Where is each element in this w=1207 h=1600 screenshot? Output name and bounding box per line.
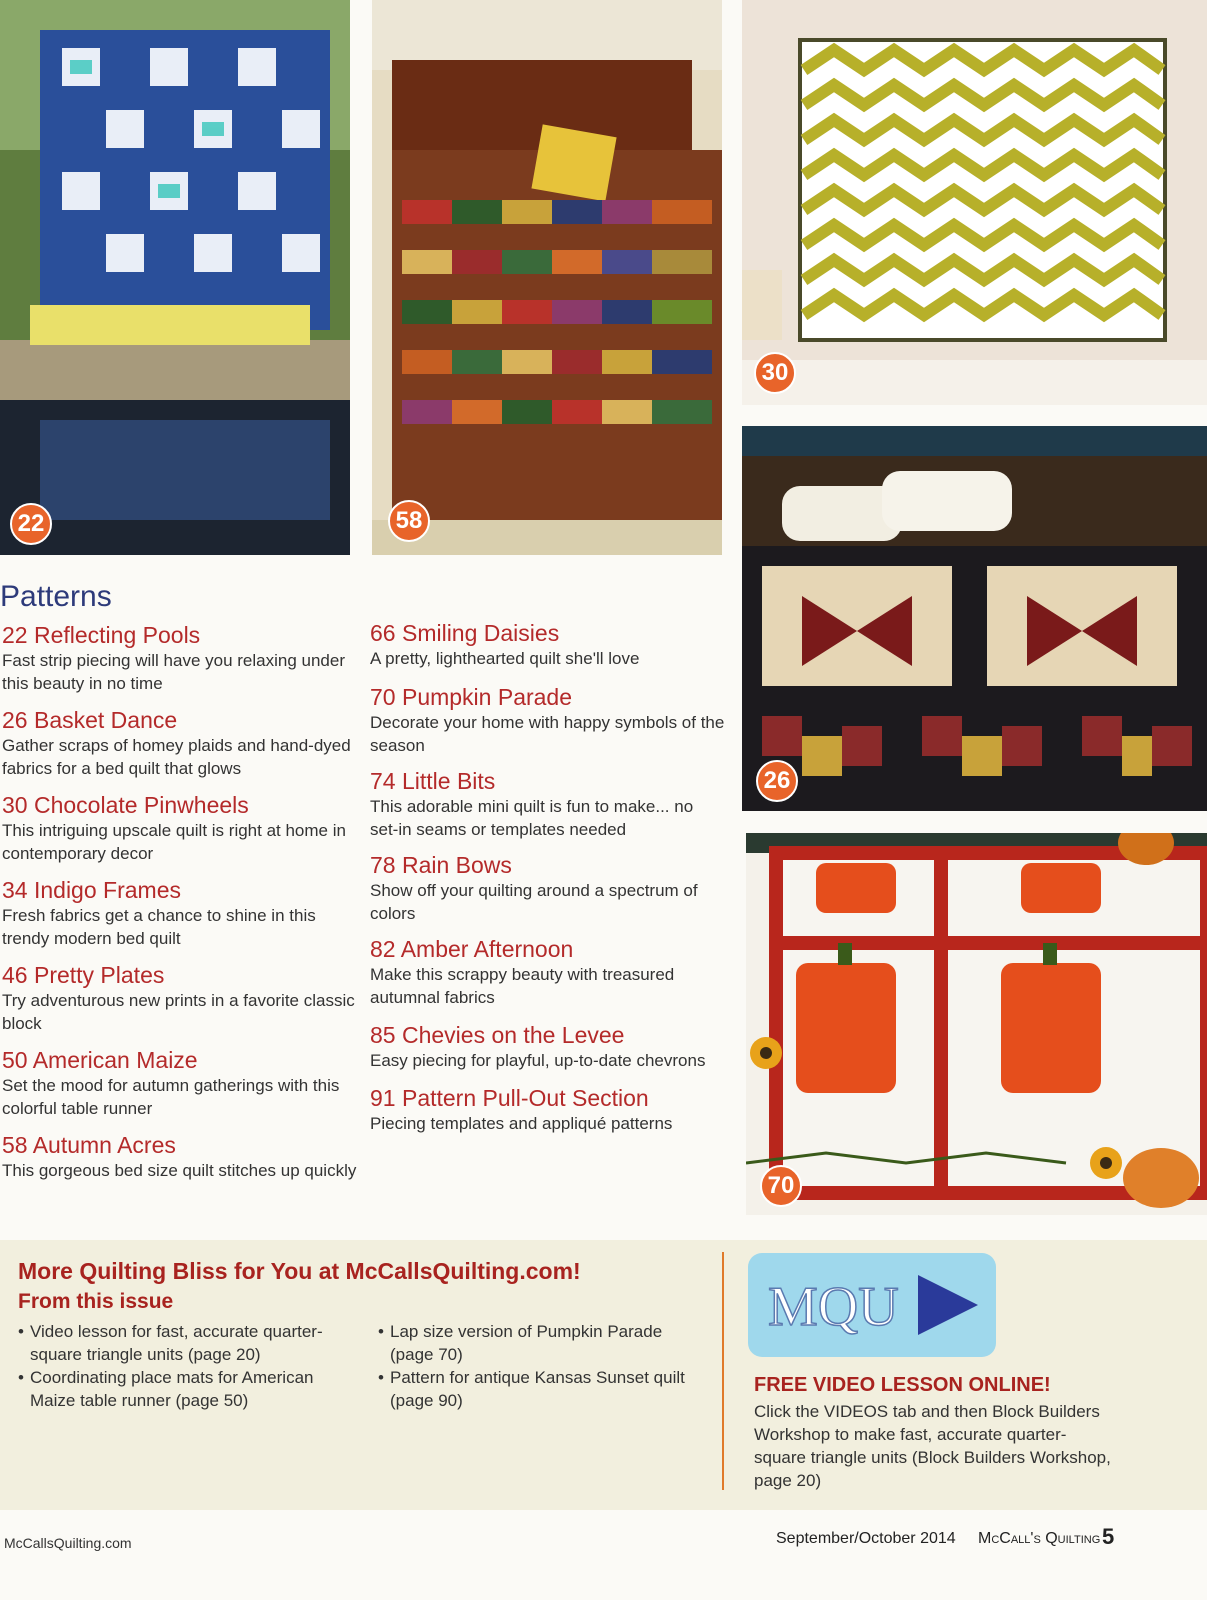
pattern-title: 58 Autumn Acres <box>2 1132 176 1158</box>
list-item-text: Pattern for antique Kansas Sunset quilt (page 90) <box>390 1368 685 1410</box>
video-lesson-title: FREE VIDEO LESSON ONLINE! <box>754 1374 1051 1396</box>
pattern-desc: Try adventurous new prints in a favorite classic block <box>2 991 355 1033</box>
pattern-entry[interactable] <box>2 962 357 1035</box>
pattern-entry[interactable] <box>370 1022 725 1072</box>
page-badge-26: 26 <box>756 760 798 802</box>
pattern-title: 46 Pretty Plates <box>2 962 165 988</box>
footer-page-number: 5 <box>1102 1524 1115 1549</box>
pattern-entry[interactable] <box>2 1132 357 1182</box>
pattern-title: 82 Amber Afternoon <box>370 936 574 962</box>
pattern-title: 22 Reflecting Pools <box>2 622 201 648</box>
photo-chocolate-pinwheels <box>742 0 1207 405</box>
pattern-entry[interactable] <box>370 936 725 1009</box>
pattern-title: 70 Pumpkin Parade <box>370 684 573 710</box>
bullet-icon: • <box>18 1368 24 1387</box>
pattern-desc: Make this scrappy beauty with treasured autumnal fabrics <box>370 965 675 1007</box>
pattern-title: 66 Smiling Daisies <box>370 620 560 646</box>
list-item <box>18 1366 348 1412</box>
bullet-icon: • <box>378 1368 384 1387</box>
pattern-entry[interactable] <box>370 852 725 925</box>
patterns-heading: Patterns <box>0 580 112 613</box>
pattern-title: 50 American Maize <box>2 1047 198 1073</box>
promo-divider <box>722 1252 724 1490</box>
pattern-entry[interactable] <box>2 877 357 950</box>
promo-bullets-left <box>18 1320 348 1412</box>
list-item-text: Coordinating place mats for American Maize table runner (page 50) <box>30 1368 314 1410</box>
pattern-desc: Set the mood for autumn gatherings with this colorful table runner <box>2 1076 340 1118</box>
pattern-entry[interactable] <box>370 684 725 757</box>
list-item <box>378 1320 708 1366</box>
pattern-title: 26 Basket Dance <box>2 707 178 733</box>
footer-site[interactable]: McCallsQuilting.com <box>4 1535 132 1551</box>
pattern-desc: Decorate your home with happy symbols of the season <box>370 713 725 755</box>
pattern-desc: This gorgeous bed size quilt stitches up quickly <box>2 1161 357 1180</box>
pattern-desc: Fresh fabrics get a chance to shine in this trendy modern bed quilt <box>2 906 316 948</box>
pattern-title: 74 Little Bits <box>370 768 496 794</box>
mqu-logo-text: MQU <box>768 1276 899 1338</box>
mqu-logo-button[interactable] <box>748 1253 996 1357</box>
pattern-title: 85 Chevies on the Levee <box>370 1022 625 1048</box>
pattern-entry[interactable] <box>2 622 357 695</box>
photo-pumpkin-parade <box>746 833 1207 1215</box>
pattern-entry[interactable] <box>2 707 357 780</box>
pattern-title: 78 Rain Bows <box>370 852 512 878</box>
list-item-text: Lap size version of Pumpkin Parade (page 70) <box>390 1322 663 1364</box>
promo-title[interactable]: More Quilting Bliss for You at McCallsQuilting.com! <box>18 1258 581 1284</box>
photo-basket-dance <box>742 426 1207 811</box>
promo-bullets-right <box>378 1320 708 1412</box>
pattern-entry[interactable] <box>370 620 725 670</box>
pattern-entry[interactable] <box>2 792 357 865</box>
bullet-icon: • <box>18 1322 24 1341</box>
pattern-entry[interactable] <box>2 1047 357 1120</box>
list-item <box>18 1320 348 1366</box>
pattern-desc: A pretty, lighthearted quilt she'll love <box>370 649 640 668</box>
pattern-desc: Show off your quilting around a spectrum of colors <box>370 881 698 923</box>
pattern-desc: This intriguing upscale quilt is right at home in contemporary decor <box>2 821 346 863</box>
page-badge-30: 30 <box>754 352 796 394</box>
footer-issue: September/October 2014 <box>776 1530 956 1547</box>
pattern-desc: Easy piecing for playful, up-to-date chevrons <box>370 1051 706 1070</box>
pattern-entry[interactable] <box>370 768 725 841</box>
footer-magazine: McCall's Quilting <box>978 1530 1101 1547</box>
pattern-desc: Gather scraps of homey plaids and hand-dyed fabrics for a bed quilt that glows <box>2 736 351 778</box>
page-badge-70: 70 <box>760 1165 802 1207</box>
photo-autumn-acres <box>372 0 722 555</box>
pattern-title: 30 Chocolate Pinwheels <box>2 792 249 818</box>
video-lesson-body: Click the VIDEOS tab and then Block Builders Workshop to make fast, accurate quarter-square triangle units (Block Builders Workshop, page 20) <box>754 1402 1111 1490</box>
list-item <box>378 1366 708 1412</box>
pattern-entry[interactable] <box>370 1085 725 1135</box>
pattern-desc: Fast strip piecing will have you relaxing under this beauty in no time <box>2 651 346 693</box>
promo-subtitle: From this issue <box>18 1290 174 1313</box>
list-item-text: Video lesson for fast, accurate quarter-square triangle units (page 20) <box>30 1322 323 1364</box>
pattern-title: 34 Indigo Frames <box>2 877 181 903</box>
bullet-icon: • <box>378 1322 384 1341</box>
page-badge-22: 22 <box>10 503 52 545</box>
photo-reflecting-pools <box>0 0 350 555</box>
play-icon <box>918 1275 978 1335</box>
pattern-desc: Piecing templates and appliqué patterns <box>370 1114 673 1133</box>
pattern-title: 91 Pattern Pull-Out Section <box>370 1085 649 1111</box>
pattern-desc: This adorable mini quilt is fun to make... no set-in seams or templates needed <box>370 797 694 839</box>
page-badge-58: 58 <box>388 500 430 542</box>
